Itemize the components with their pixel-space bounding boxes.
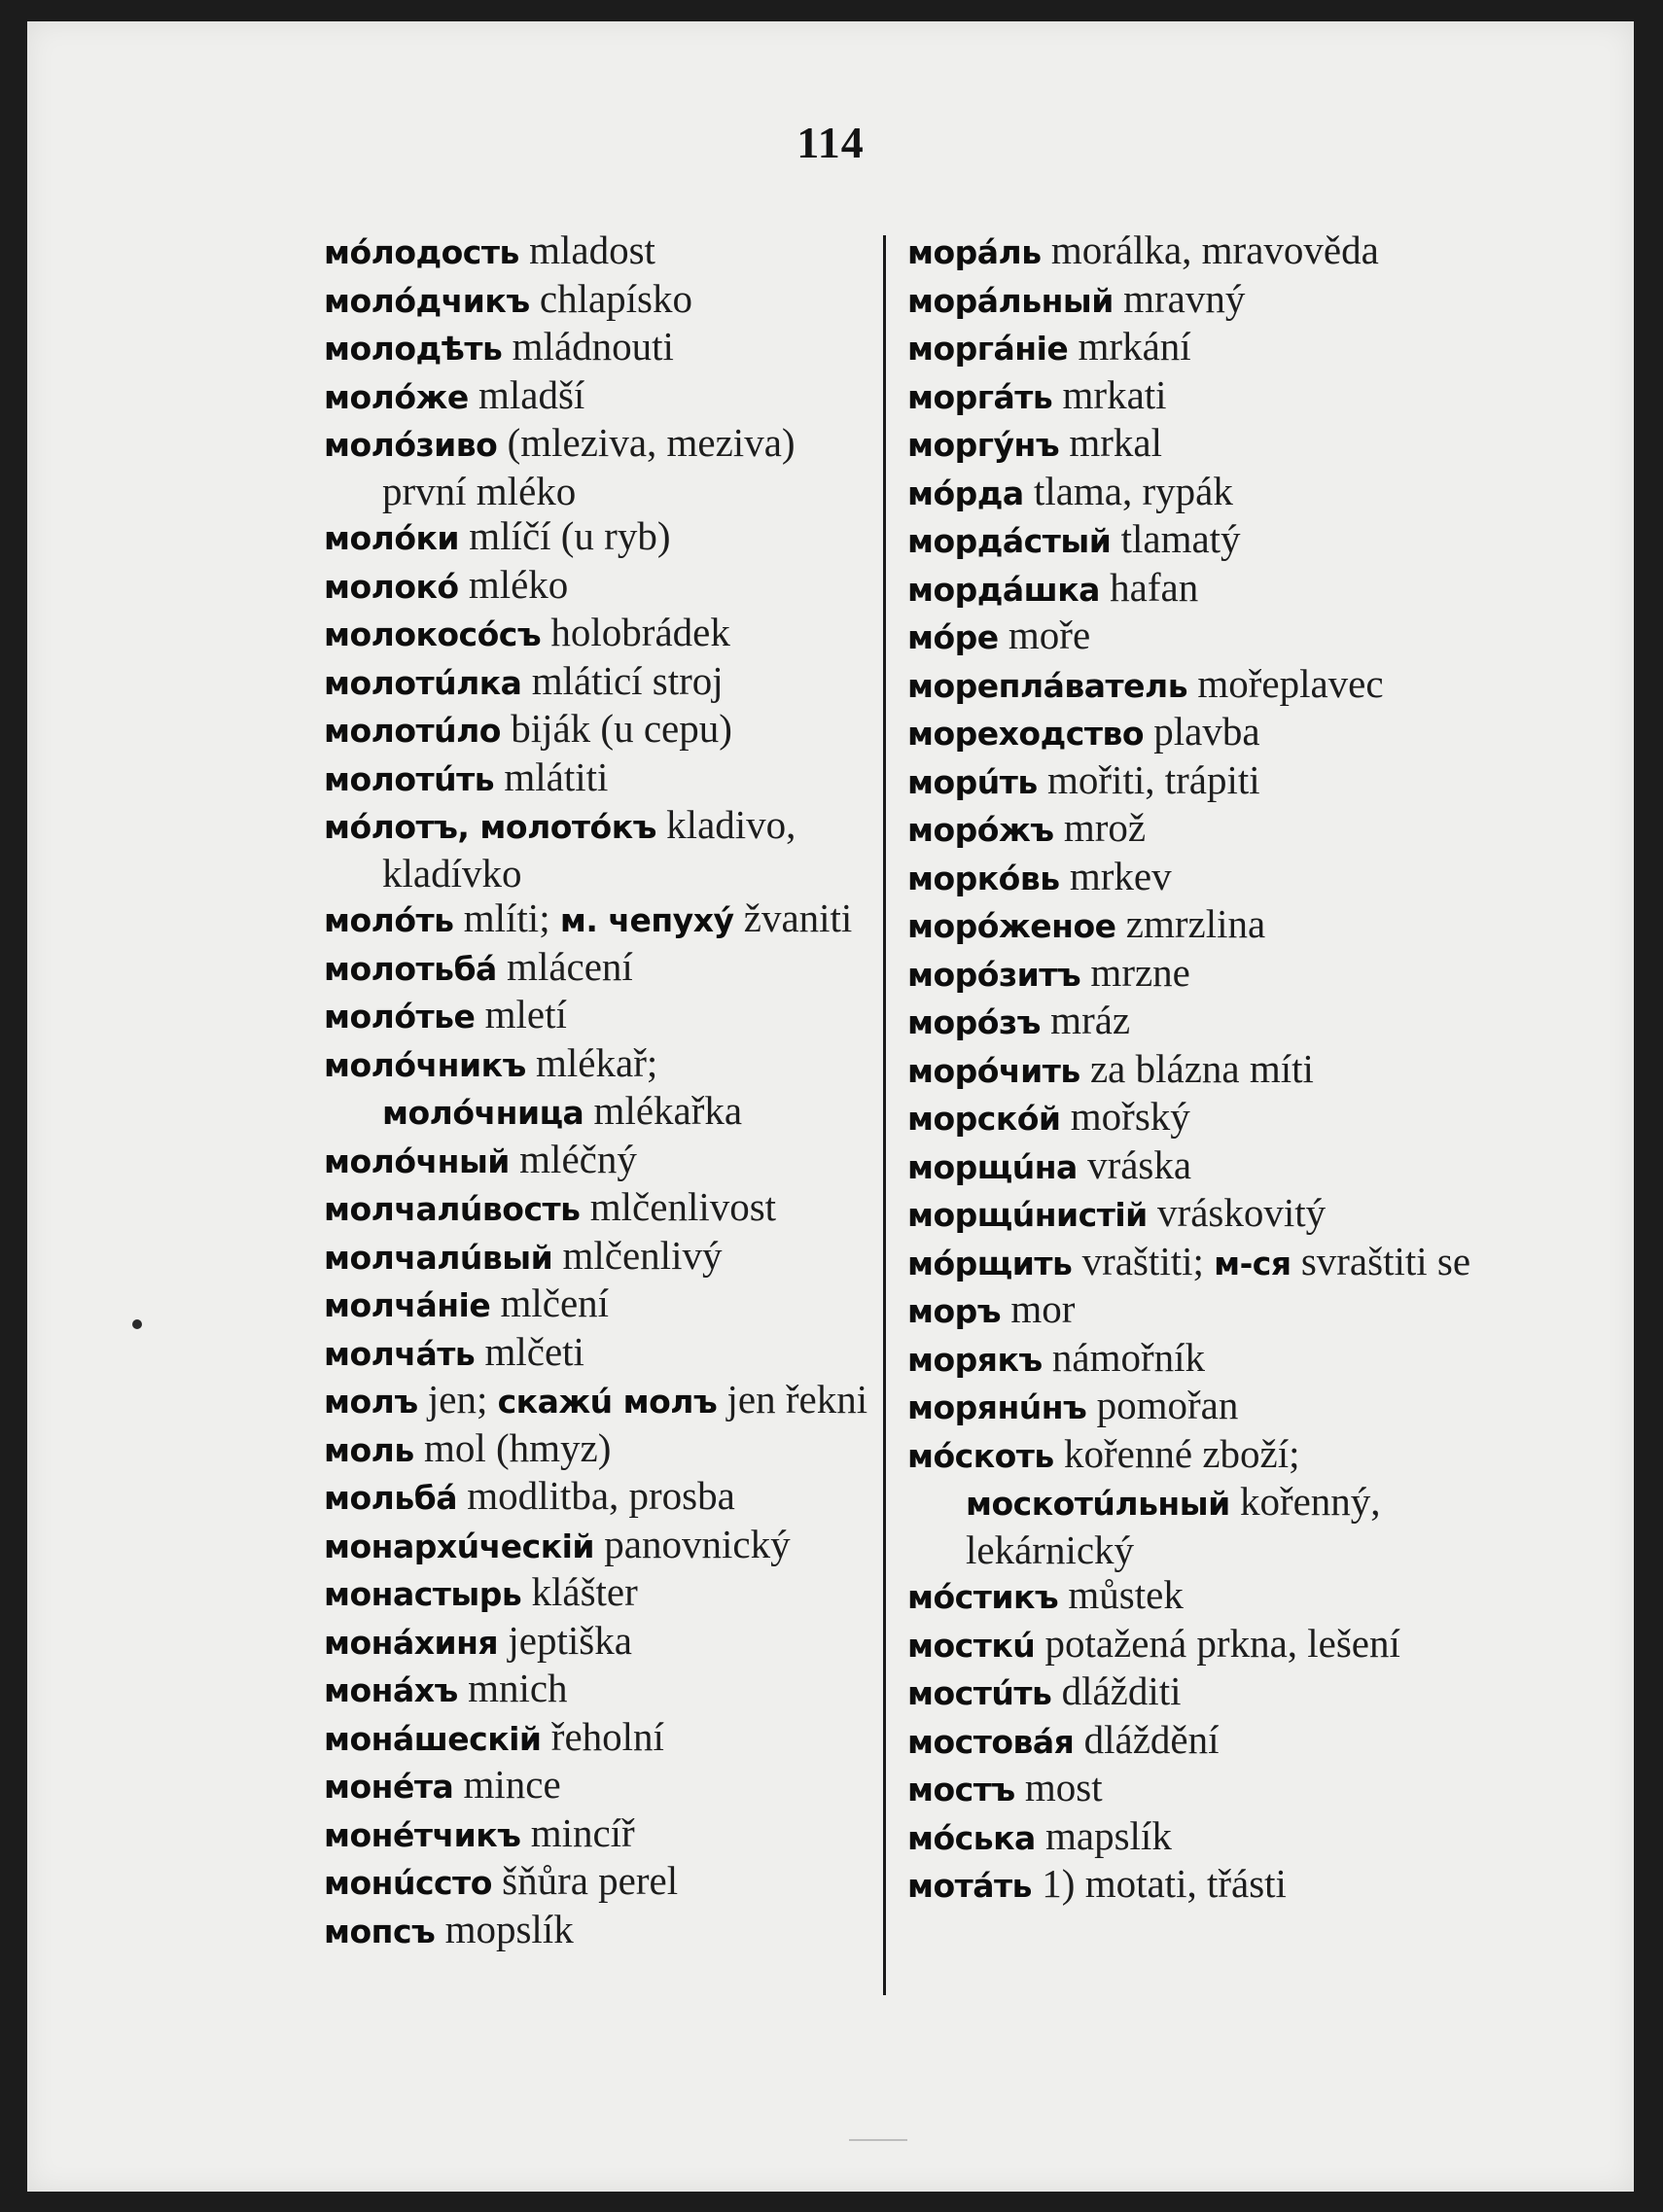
entry-translation: mletí <box>475 992 567 1036</box>
dictionary-entry <box>324 513 868 562</box>
dictionary-entry <box>907 1861 1491 1910</box>
entry-headword: мóре <box>907 618 999 656</box>
dictionary-entry <box>324 944 868 993</box>
dictionary-entry <box>324 610 868 658</box>
entry-translation: mléčný <box>509 1136 637 1181</box>
entry-headword: мóрда <box>907 474 1024 512</box>
dictionary-entry <box>907 1765 1491 1813</box>
dictionary-entry <box>324 324 868 372</box>
entry-headword: морóчить <box>907 1051 1080 1090</box>
dictionary-entry <box>324 1233 868 1282</box>
dictionary-entry <box>907 1239 1491 1287</box>
dictionary-entry <box>324 1377 868 1425</box>
entry-translation: mlékař; <box>525 1039 658 1085</box>
entry-headword: молотúлка <box>324 663 522 702</box>
dictionary-entry <box>324 276 868 325</box>
entry-sub-translation: jen řekni <box>717 1377 868 1422</box>
dictionary-entry <box>324 1618 868 1667</box>
entry-headword: молокосóсъ <box>324 615 542 653</box>
entry-headword: молчалúвость <box>324 1190 581 1228</box>
entry-translation: vráskovitý <box>1147 1190 1327 1235</box>
entry-headword: мóрщить <box>907 1244 1073 1282</box>
dictionary-page <box>27 21 1634 2192</box>
entry-headword: мотáть <box>907 1867 1033 1905</box>
dictionary-entry <box>907 998 1491 1046</box>
entry-headword: мóскоть <box>907 1436 1054 1475</box>
entry-headword: монастырь <box>324 1575 522 1613</box>
dictionary-entry <box>907 516 1491 565</box>
entry-translation: jeptiška <box>498 1617 632 1663</box>
entry-headword: молокó <box>324 567 459 606</box>
entry-translation: mrkání <box>1068 324 1191 369</box>
entry-headword: морóжъ <box>907 811 1054 849</box>
entry-headword: мостúть <box>907 1674 1052 1712</box>
dictionary-entry <box>324 1329 868 1378</box>
entry-sub-headword: скажú молъ <box>497 1383 718 1421</box>
dictionary-entry <box>324 1714 868 1763</box>
dictionary-entry <box>324 706 868 755</box>
entry-translation: za blázna míti <box>1079 1045 1314 1091</box>
dictionary-entry <box>324 1040 868 1137</box>
entry-translation: dláždění <box>1074 1716 1220 1762</box>
entry-translation: 1) motati, třásti <box>1032 1861 1287 1906</box>
entry-translation: mladost <box>518 228 655 272</box>
entry-headword: морянúнъ <box>907 1388 1087 1426</box>
dictionary-entry <box>907 1717 1491 1766</box>
entry-headword: молотúть <box>324 759 495 798</box>
bottom-mark <box>849 2139 907 2141</box>
entry-translation: mléko <box>458 561 569 607</box>
dictionary-entry <box>907 757 1491 806</box>
entry-headword: монáшескій <box>324 1719 542 1758</box>
dictionary-entry <box>324 1569 868 1618</box>
entry-translation: klášter <box>521 1569 638 1614</box>
right-column <box>907 228 1491 2005</box>
entry-headword: молотúло <box>324 712 501 750</box>
entry-sub-translation: mlékařka <box>584 1088 743 1133</box>
entry-translation: mláticí stroj <box>521 657 724 703</box>
dictionary-entry <box>324 992 868 1040</box>
entry-headword: молчáть <box>324 1334 476 1373</box>
entry-translation: mořský <box>1060 1094 1190 1139</box>
entry-translation: mlčenlivost <box>580 1184 777 1229</box>
dictionary-entry <box>907 854 1491 902</box>
entry-translation: mravný <box>1113 275 1246 321</box>
dictionary-entry <box>907 613 1491 661</box>
entry-sub-translation: svraštiti se <box>1291 1238 1471 1283</box>
entry-headword: молóчный <box>324 1141 510 1180</box>
entry-translation: mořeplavec <box>1187 660 1384 706</box>
entry-translation: tlamatý <box>1111 516 1241 561</box>
entry-translation: můstek <box>1058 1572 1184 1617</box>
entry-headword: мóська <box>907 1818 1036 1857</box>
dictionary-entry <box>907 901 1491 950</box>
entry-translation: morálka, mravověda <box>1041 228 1379 272</box>
entry-translation: mol (hmyz) <box>413 1424 612 1470</box>
entry-headword: мореплáватель <box>907 666 1188 705</box>
entry-headword: молъ <box>324 1383 418 1421</box>
entry-translation: mincíř <box>520 1809 635 1855</box>
entry-headword: молодѣть <box>324 330 503 368</box>
dictionary-entry <box>907 1813 1491 1862</box>
dictionary-entry <box>907 1286 1491 1335</box>
dictionary-entry <box>324 1858 868 1907</box>
entry-translation: mopslík <box>435 1906 574 1951</box>
dictionary-entry <box>324 1522 868 1570</box>
dictionary-entry <box>907 420 1491 469</box>
entry-translation: vraštiti; <box>1072 1238 1215 1283</box>
dictionary-entry <box>907 276 1491 325</box>
entry-headword: моргýнъ <box>907 426 1060 464</box>
stray-ink-dot <box>132 1319 142 1329</box>
entry-translation: hafan <box>1099 564 1199 610</box>
entry-translation: mlčení <box>490 1281 610 1325</box>
entry-translation: panovnický <box>594 1521 791 1566</box>
entry-headword: моргáніе <box>907 330 1069 368</box>
dictionary-entry <box>324 895 868 944</box>
entry-translation: mrkal <box>1059 420 1163 465</box>
entry-headword: мордáшка <box>907 570 1100 609</box>
dictionary-entry <box>324 1907 868 1955</box>
dictionary-entry <box>324 1810 868 1859</box>
entry-translation: plavba <box>1144 709 1260 754</box>
entry-headword: монúссто <box>324 1864 492 1902</box>
entry-translation: mlčenlivý <box>552 1232 723 1278</box>
entry-headword: монéтчикъ <box>324 1815 521 1854</box>
entry-translation: mlčeti <box>475 1328 584 1374</box>
entry-sub-translation: kořenný, lekárnický <box>966 1479 1381 1572</box>
dictionary-entry <box>907 372 1491 421</box>
dictionary-entry <box>324 420 868 513</box>
entry-headword: мостовáя <box>907 1722 1075 1761</box>
entry-sub-translation: žvaniti <box>733 895 853 940</box>
dictionary-entry <box>907 1572 1491 1621</box>
dictionary-entry <box>907 1383 1491 1431</box>
dictionary-entry <box>907 565 1491 614</box>
dictionary-entry <box>324 1281 868 1329</box>
entry-translation: mrož <box>1053 805 1147 850</box>
entry-headword: мóлотъ, молотóкъ <box>324 808 656 846</box>
column-divider <box>883 235 886 1995</box>
dictionary-entry <box>907 1094 1491 1142</box>
dictionary-entry <box>907 709 1491 757</box>
entry-headword: морщúнистій <box>907 1196 1148 1234</box>
entry-headword: морáль <box>907 233 1042 271</box>
entry-translation: kořenné zboží; <box>1053 1430 1300 1476</box>
dictionary-entry <box>907 1335 1491 1384</box>
entry-headword: морúть <box>907 762 1038 801</box>
entry-headword: мостъ <box>907 1771 1015 1808</box>
dictionary-entry <box>324 562 868 611</box>
dictionary-entry <box>907 1046 1491 1095</box>
entry-translation: (mleziva, meziva) první mléko <box>382 420 796 513</box>
dictionary-entry <box>907 228 1491 276</box>
dictionary-entry <box>907 661 1491 710</box>
dictionary-entry <box>907 1668 1491 1717</box>
entry-translation: holobrádek <box>541 610 730 654</box>
dictionary-entry <box>324 1762 868 1810</box>
entry-translation: mrkev <box>1059 853 1172 898</box>
dictionary-entry <box>324 802 868 895</box>
entry-sub-headword: москотúльный <box>966 1485 1230 1523</box>
dictionary-entry <box>907 950 1491 999</box>
entry-headword: монáхиня <box>324 1623 499 1662</box>
dictionary-entry <box>324 372 868 421</box>
entry-headword: моръ <box>907 1292 1002 1330</box>
entry-translation: kladivo, kladívko <box>382 802 796 895</box>
entry-headword: мореходство <box>907 715 1144 753</box>
dictionary-entry <box>907 1190 1491 1239</box>
dictionary-entry <box>324 1473 868 1522</box>
entry-translation: vráska <box>1077 1141 1192 1187</box>
entry-headword: морóженое <box>907 907 1116 945</box>
entry-translation: mnich <box>457 1666 568 1710</box>
dictionary-entry <box>324 1137 868 1185</box>
entry-translation: mladší <box>468 371 585 417</box>
dictionary-entry <box>324 755 868 803</box>
dictionary-entry <box>324 658 868 707</box>
entry-translation: námořník <box>1042 1334 1206 1380</box>
entry-headword: молóть <box>324 901 454 939</box>
entry-headword: мольбá <box>324 1479 457 1517</box>
entry-translation: mlíčí (u ryb) <box>459 513 671 558</box>
entry-headword: морякъ <box>907 1340 1043 1379</box>
dictionary-entry <box>907 1431 1491 1573</box>
entry-headword: моргáть <box>907 377 1053 416</box>
entry-headword: молóки <box>324 519 460 557</box>
entry-translation: zmrzlina <box>1115 901 1266 946</box>
entry-translation: biják (u cepu) <box>500 706 732 751</box>
entry-headword: молотьбá <box>324 949 497 988</box>
entry-headword: мосткú <box>907 1626 1036 1665</box>
entry-translation: jen; <box>417 1377 498 1422</box>
entry-sub-headword: м-ся <box>1214 1244 1291 1282</box>
entry-translation: most <box>1014 1765 1103 1809</box>
dictionary-entry <box>907 1142 1491 1191</box>
entry-translation: modlitba, prosba <box>457 1473 735 1518</box>
entry-translation: dlážditi <box>1051 1668 1182 1713</box>
entry-headword: молчалúвый <box>324 1238 553 1277</box>
entry-headword: мóлодость <box>324 233 519 271</box>
dictionary-entry <box>907 324 1491 372</box>
entry-headword: монáхъ <box>324 1671 458 1709</box>
entry-translation: mráz <box>1040 998 1131 1042</box>
entry-translation: mor <box>1001 1286 1076 1331</box>
entry-headword: молóзиво <box>324 426 498 464</box>
entry-translation: potažená prkna, lešení <box>1035 1620 1400 1666</box>
entry-headword: мордáстый <box>907 522 1112 560</box>
dictionary-entry <box>907 1621 1491 1669</box>
entry-headword: морóзитъ <box>907 955 1081 994</box>
entry-headword: моль <box>324 1430 414 1469</box>
entry-translation: moře <box>998 613 1091 657</box>
entry-translation: mládnouti <box>502 324 674 369</box>
entry-translation: mlácení <box>496 943 633 989</box>
entry-headword: морáльный <box>907 281 1114 320</box>
dictionary-entry <box>907 805 1491 854</box>
entry-headword: монархúческій <box>324 1527 595 1565</box>
entry-translation: mlíti; <box>453 895 560 940</box>
entry-headword: молóтье <box>324 998 476 1036</box>
entry-translation: chlapísko <box>529 275 693 321</box>
entry-headword: мóстикъ <box>907 1578 1059 1616</box>
left-column <box>324 228 868 2005</box>
entry-headword: морщúна <box>907 1147 1078 1186</box>
entry-headword: моркóвь <box>907 859 1060 897</box>
page-number: 114 <box>796 118 865 167</box>
entry-headword: молóчникъ <box>324 1045 526 1084</box>
entry-translation: mlátiti <box>494 754 609 799</box>
entry-translation: mrkati <box>1052 371 1167 417</box>
entry-translation: mince <box>453 1762 561 1807</box>
entry-translation: mapslík <box>1035 1812 1172 1858</box>
dictionary-entry <box>324 1425 868 1474</box>
dictionary-entry <box>907 469 1491 517</box>
dictionary-entry <box>324 228 868 276</box>
entry-headword: молчáніе <box>324 1286 491 1324</box>
entry-headword: мопсъ <box>324 1912 436 1950</box>
dictionary-entry <box>324 1184 868 1233</box>
entry-headword: молóже <box>324 377 469 416</box>
dictionary-entry <box>324 1666 868 1714</box>
entry-sub-headword: молóчница <box>382 1094 584 1132</box>
entry-sub-headword: м. чепухý <box>559 901 734 939</box>
entry-translation: šňůra perel <box>491 1858 679 1903</box>
entry-translation: mrzne <box>1080 949 1190 995</box>
entry-headword: монéта <box>324 1768 454 1806</box>
entry-translation: mořiti, trápiti <box>1037 756 1260 802</box>
entry-translation: pomořan <box>1086 1383 1239 1427</box>
entry-translation: tlama, rypák <box>1023 468 1233 513</box>
entry-translation: řeholní <box>541 1713 664 1759</box>
entry-headword: молóдчикъ <box>324 281 530 320</box>
entry-headword: морскóй <box>907 1100 1061 1138</box>
entry-headword: морóзъ <box>907 1003 1041 1041</box>
